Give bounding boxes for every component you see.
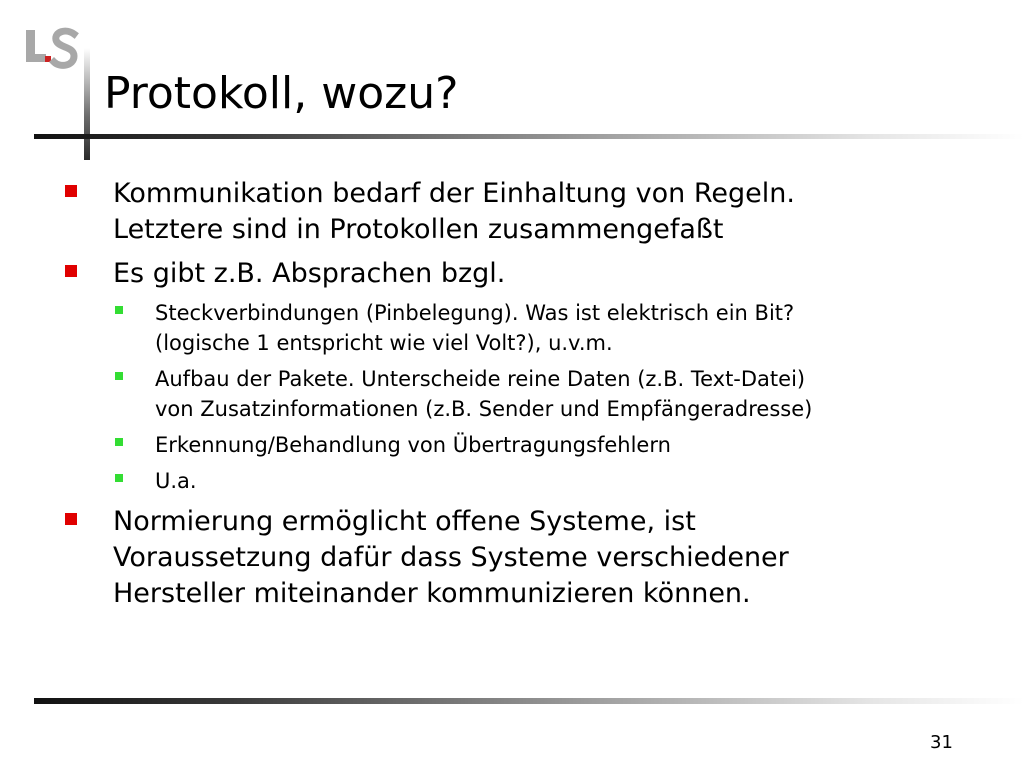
logo-text: LS: [24, 26, 26, 27]
green-square-bullet-icon: [115, 474, 123, 482]
title-divider: [34, 134, 1024, 139]
sub-bullet-line: Steckverbindungen (Pinbelegung). Was ist elektrisch ein Bit?: [155, 301, 795, 325]
sub-bullet-line: von Zusatzinformationen (z.B. Sender und Empfängeradresse): [155, 397, 813, 421]
sub-bullet-line: Aufbau der Pakete. Unterscheide reine Daten (z.B. Text-Datei): [155, 367, 806, 391]
title-vertical-rule: [84, 48, 90, 160]
footer-divider: [34, 698, 1024, 704]
sub-bullet-line: (logische 1 entspricht wie viel Volt?), u.v.m.: [155, 331, 613, 355]
bullet-line: Normierung ermöglicht offene Systeme, ist: [113, 506, 696, 537]
bullet-line: Letztere sind in Protokollen zusammengefaßt: [113, 214, 724, 245]
sub-bullet-item: [155, 430, 975, 460]
red-square-bullet-icon: [65, 185, 77, 197]
bullet-item: [113, 504, 973, 612]
sub-bullet-item: [155, 466, 975, 496]
green-square-bullet-icon: [115, 438, 123, 446]
logo-mark-icon: [24, 26, 80, 74]
sub-bullet-item: [155, 364, 975, 424]
green-square-bullet-icon: [115, 372, 123, 380]
bullet-line: Kommunikation bedarf der Einhaltung von Regeln.: [113, 178, 795, 209]
bullet-item: [113, 256, 973, 292]
page-number: 31: [930, 732, 953, 753]
bullet-line: Hersteller miteinander kommunizieren können.: [113, 578, 751, 609]
sub-bullet-item: [155, 298, 975, 358]
logo: [24, 26, 80, 74]
bullet-line: Es gibt z.B. Absprachen bzgl.: [113, 258, 506, 289]
slide-body: [0, 176, 1024, 612]
bullet-line: Voraussetzung dafür dass Systeme verschiedener: [113, 542, 789, 573]
red-square-bullet-icon: [65, 513, 77, 525]
bullet-item: [113, 176, 973, 248]
slide-title: Protokoll, wozu?: [104, 68, 459, 119]
green-square-bullet-icon: [115, 306, 123, 314]
sub-bullet-line: Erkennung/Behandlung von Übertragungsfehlern: [155, 433, 671, 457]
sub-bullet-line: U.a.: [155, 469, 197, 493]
red-square-bullet-icon: [65, 265, 77, 277]
